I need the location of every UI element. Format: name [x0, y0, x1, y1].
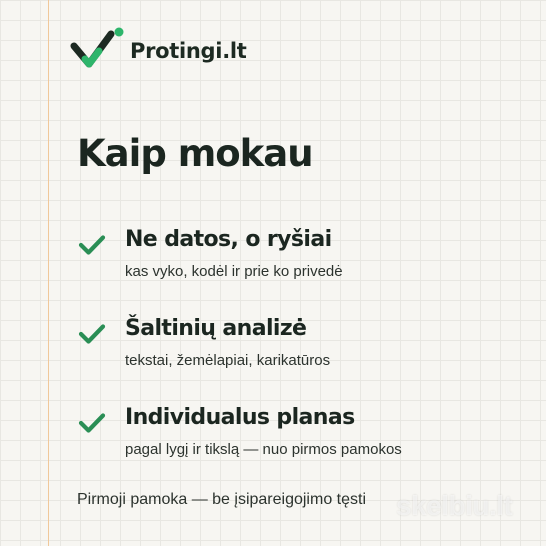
check-icon [78, 323, 106, 345]
footer-note: Pirmoji pamoka — be įsipareigojimo tęsti [77, 491, 366, 508]
notebook-margin-line [48, 0, 49, 546]
check-icon [78, 234, 106, 256]
feature-subtitle: pagal lygį ir tikslą — nuo pirmos pamokos [125, 441, 402, 458]
feature-subtitle: tekstai, žemėlapiai, karikatūros [125, 352, 331, 369]
feature-title: Ne datos, o ryšiai [125, 227, 332, 252]
feature-subtitle: kas vyko, kodėl ir prie ko privedė [125, 263, 343, 280]
brand-name: Protingi.lt [130, 39, 247, 63]
feature-title: Individualus planas [125, 405, 355, 430]
feature-title: Šaltinių analizė [125, 316, 307, 341]
brand-logo [70, 26, 247, 72]
checkmark-dot-logo-icon [70, 26, 126, 72]
page-title: Kaip mokau [77, 132, 313, 175]
check-icon [78, 412, 106, 434]
watermark: skelbiu.lt [396, 490, 513, 521]
